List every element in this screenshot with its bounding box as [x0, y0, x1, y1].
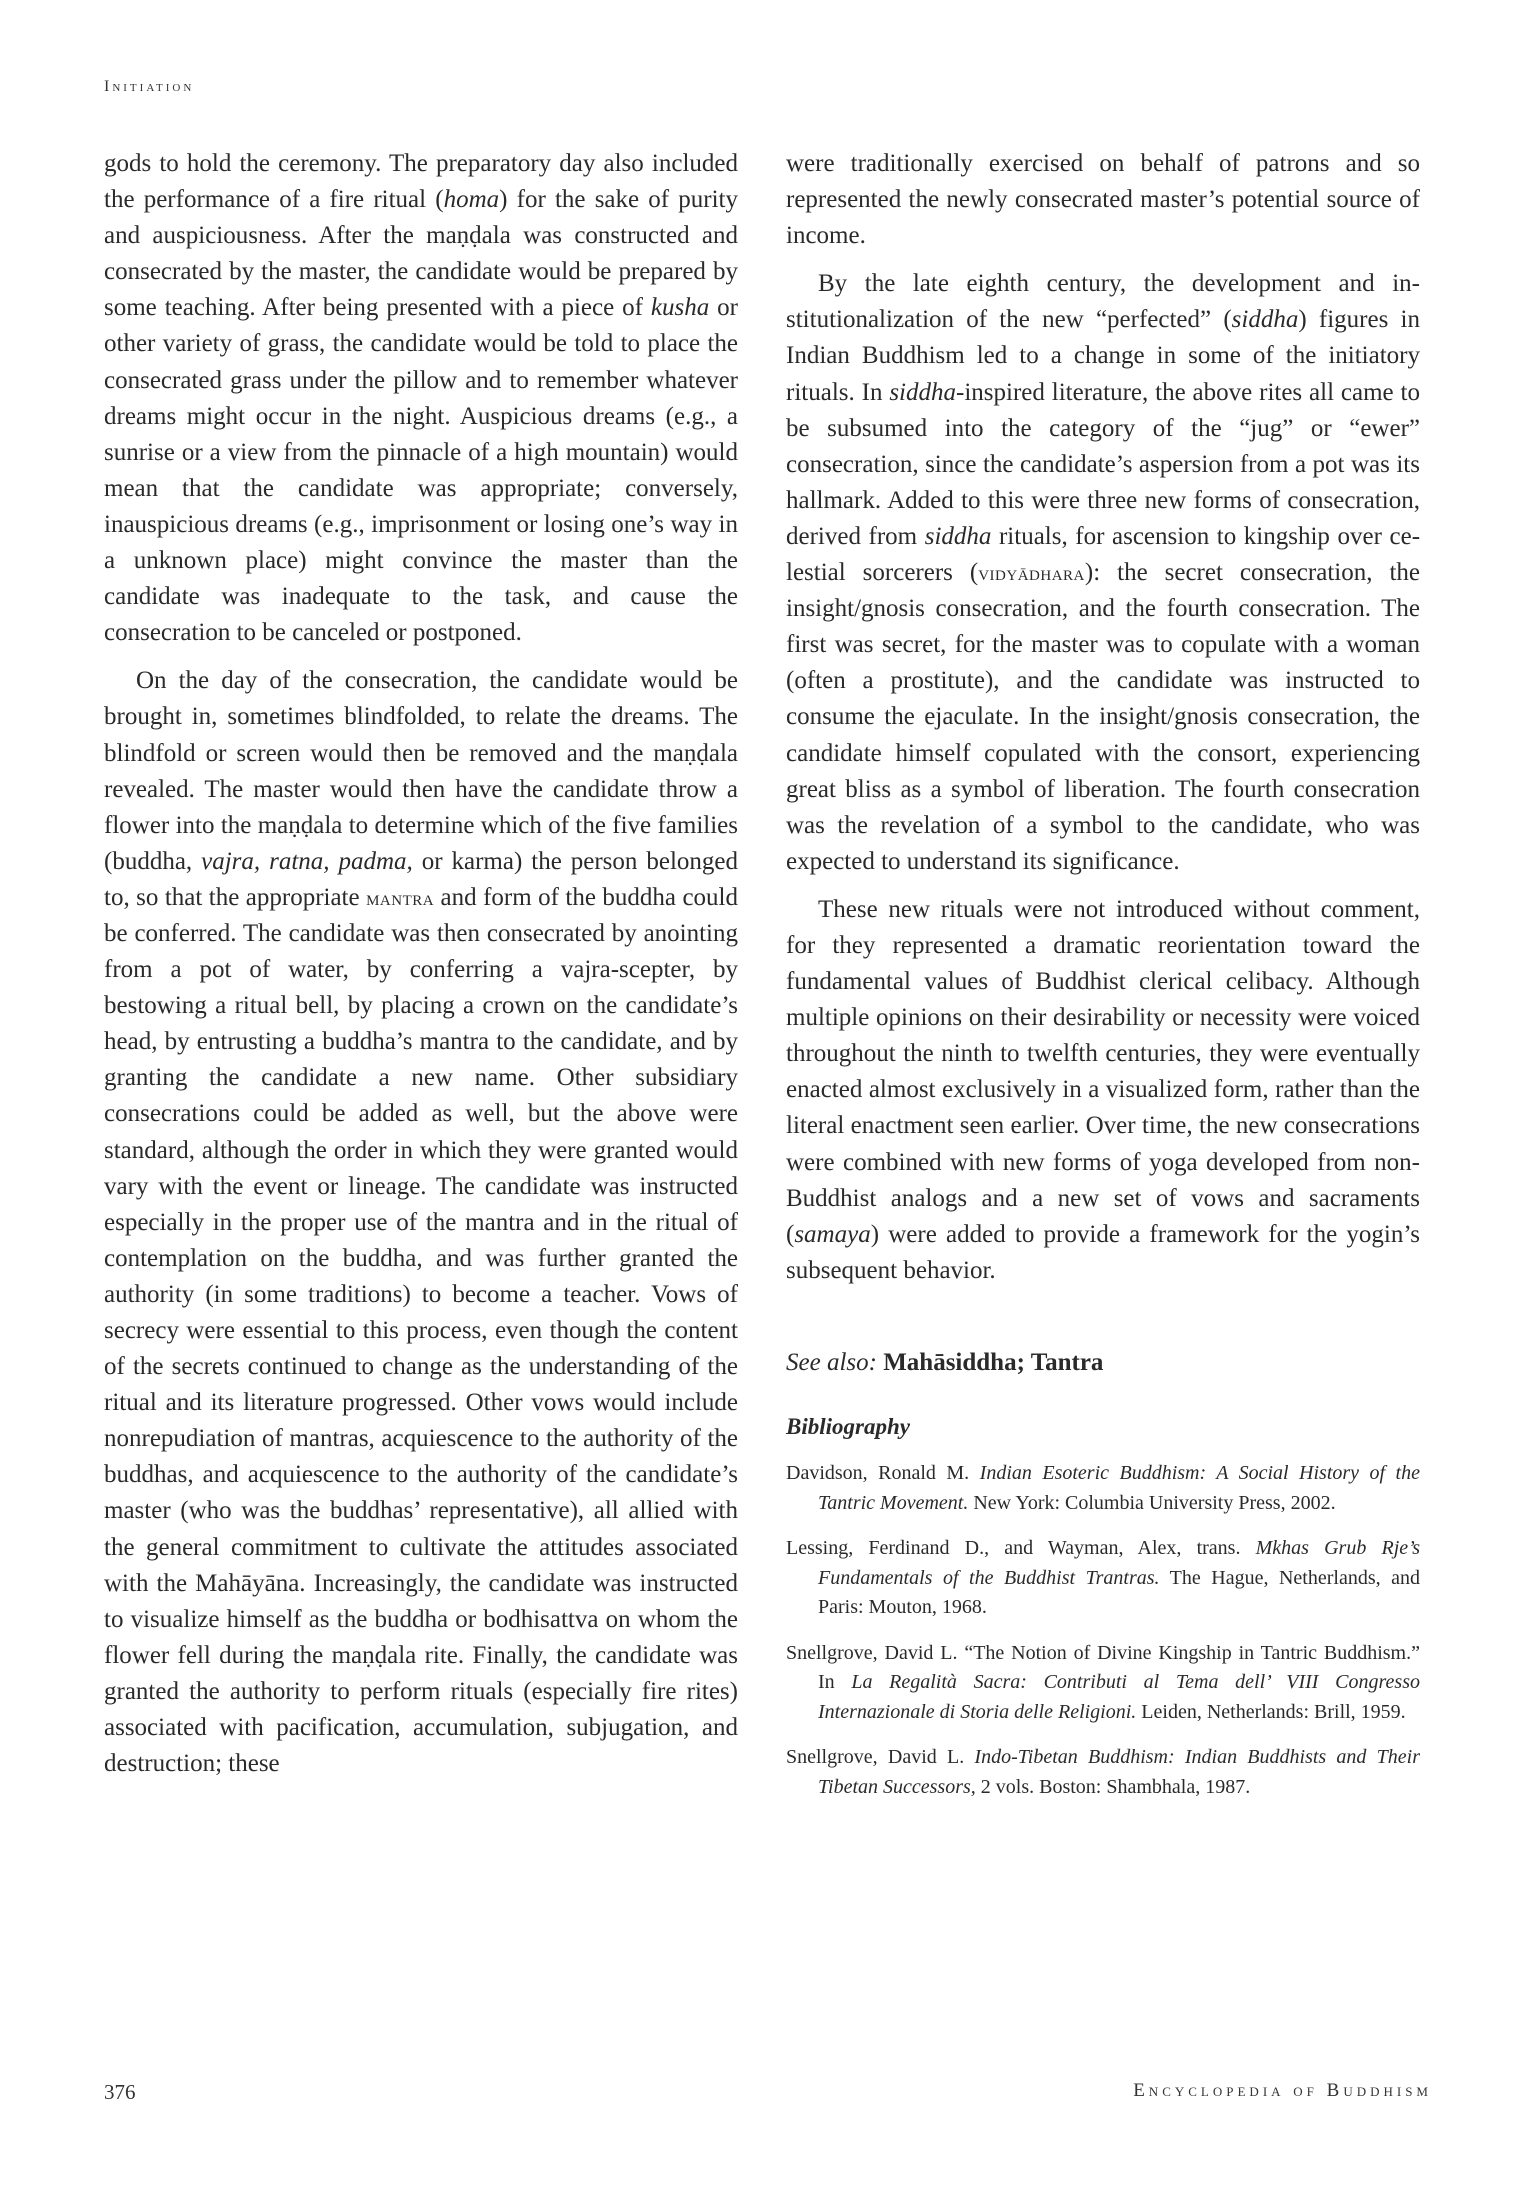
small-caps-text: vidyādhara	[978, 560, 1085, 586]
text-run: ) were added to provide a framework for the yogin’s subsequent behavior.	[786, 1220, 1420, 1284]
page-number: 376	[104, 2080, 136, 2104]
see-also	[786, 1345, 1420, 1381]
text-run: ): the secret consecration, the insight/gnosis consecration, and the fourth consecration. The first was secret, for the master was to copulate with a woman (often a prostitute), and the candidate was instructed to consume the ejaculate. In the insight/gnosis consecration, the candidate himself copulated with the consort, experiencing great bliss as a symbol of liberation. The fourth consecration was the revelation of a symbol to the candidate, who was expected to understand its significance.	[786, 559, 1420, 875]
text-run: Leiden, Netherlands: Brill, 1959.	[1136, 1700, 1406, 1723]
body-paragraph	[104, 663, 738, 1782]
text-run: These new rituals were not introduced without comment, for they represented a dramatic reorientation toward the fundamental values of Buddhist clerical celibacy. Although multiple opinions on their desirability or necessity were voiced throughout the ninth to twelfth centuries, they were eventually enacted almost exclusively in a visualized form, rather than the literal enactment seen earlier. Over time, the new consecrations were combined with new forms of yoga developed from non-Buddhist analogs and a new set of vows and sacraments (	[786, 895, 1420, 1248]
see-also-link-tantra[interactable]: Tantra	[1030, 1348, 1104, 1376]
italic-text: siddha	[924, 522, 992, 550]
italic-text: Mkhas Grub Rje’s Fundamentals of the Buddhist Trantras.	[818, 1537, 1421, 1589]
text-run: -inspired literature, the above rites all came to be subsumed into the category of the “jug” or “ewer” consecration, since the candidate’s aspersion from a pot was its hallmark. Added to this were three new forms of consecration, derived from	[786, 378, 1420, 550]
body-paragraph	[786, 146, 1420, 254]
see-also-separator: ;	[1016, 1348, 1031, 1376]
italic-text: Indo-Tibetan Buddhism: Indian Buddhists and Their Tibetan Successors,	[818, 1746, 1420, 1798]
text-run: Davidson, Ronald M.	[786, 1462, 980, 1485]
text-run: ) for the sake of purity and auspiciousness. After the maṇḍala was constructed and consecrated by the master, the candidate would be prepared by some teaching. After being presented with a piece of	[104, 186, 739, 322]
bibliography-entry	[786, 1743, 1420, 1802]
bibliography-heading: Bibliography	[786, 1414, 910, 1439]
text-run: The Hague, Netherlands, and Paris: Mouton, 1968.	[818, 1566, 1420, 1619]
right-column	[786, 146, 1420, 1818]
text-run: gods to hold the ceremony. The preparatory day also included the performance of a fire ritual (	[104, 150, 738, 214]
bibliography-entry	[786, 1534, 1420, 1623]
text-run: were traditionally exercised on behalf of patrons and so represented the newly consecrated master’s potential source of income.	[786, 150, 1420, 250]
see-also-label: See also:	[786, 1348, 877, 1376]
text-run: or karma) the person belonged to, so that the appropriate	[104, 847, 738, 911]
bibliography-entry	[786, 1459, 1420, 1518]
italic-text: kusha	[650, 294, 710, 322]
text-run: or other variety of grass, the candidate would be told to place the consecrated grass under the pillow and to remember whatever dreams might occur in the night. Auspicious dreams (e.g., a sunrise or a view from the pinnacle of a high mountain) would mean that the candidate was appropriate; conversely, inauspicious dreams (e.g., imprisonment or losing one’s way in a unknown place) might convince the master than the candidate was inadequate to the task, and cause the consecration to be canceled or postponed.	[104, 294, 738, 647]
see-also-link-mahasiddha[interactable]: Mahāsiddha	[883, 1348, 1017, 1376]
italic-text: homa	[443, 186, 500, 214]
small-caps-text: mantra	[366, 884, 435, 910]
text-run: Lessing, Ferdinand D., and Wayman, Alex, trans.	[786, 1537, 1256, 1560]
bibliography-entry	[786, 1639, 1420, 1728]
text-run: and form of the buddha could be conferred. The candidate was then consecrated by anointing from a pot of water, by conferring a vajra-scepter, by bestowing a ritual bell, by placing a crown on the candidate’s head, by entrusting a buddha’s mantra to the candidate, and by granting the candidate a new name. Other subsidiary consecrations could be added as well, but the above were standard, although the order in which they were granted would vary with the event or lineage. The candidate was instructed especially in the proper use of the mantra and in the ritual of contemplation on the buddha, and was further granted the authority (in some traditions) to become a teacher. Vows of secrecy were essential to this process, even though the content of the secrets continued to change as the understanding of the ritual and its literature progressed. Other vows would include nonrepudiation of mantras, acquiescence to the authority of the buddhas, and acquiescence to the authority of the candidate’s master (who was the buddhas’ representative), all allied with the general commitment to cultivate the attitudes associated with the Mahāyāna. Increasingly, the candidate was instructed to visualize himself as the buddha or bodhisattva on whom the flower fell during the maṇḍala rite. Finally, the candidate was granted the authority to perform rituals (especially fire rites) associated with pacification, accumulation, subjugation, and destruction; these	[104, 883, 738, 1778]
body-paragraph	[104, 146, 738, 651]
text-run: On the day of the consecration, the candidate would be brought in, sometimes blindfolded, to relate the dreams. The blindfold or screen would then be removed and the maṇḍala revealed. The master would then have the candidate throw a flower into the maṇḍala to determine which of the five families (buddha,	[104, 667, 738, 875]
italic-text: siddha	[1231, 306, 1299, 334]
italic-text: Indian Esoteric Buddhism: A Social History of the Tantric Movement.	[818, 1462, 1420, 1514]
text-run: rituals, for ascension to kingship over celestial sorcerers (	[786, 522, 1421, 587]
text-run: Snellgrove, David L.	[786, 1746, 975, 1769]
running-head: Initiation	[104, 78, 195, 95]
body-paragraph	[786, 266, 1420, 880]
italic-text: La Regalità Sacra: Contributi al Tema dell’ VIII Congresso Internazionale di Storia delle Religioni.	[818, 1671, 1420, 1723]
text-run: By the late eighth century, the development and institutionalization of the new “perfected” (	[786, 270, 1420, 334]
body-paragraph	[786, 892, 1420, 1289]
text-run: 2 vols. Boston: Shambhala, 1987.	[975, 1775, 1251, 1798]
text-run: New York: Columbia University Press, 2002.	[968, 1491, 1336, 1514]
book-title: Encyclopedia of Buddhism	[1133, 2080, 1432, 2101]
left-column	[104, 146, 738, 1782]
text-run: Snellgrove, David L. “The Notion of Divine Kingship in Tantric Buddhism.” In	[786, 1641, 1420, 1694]
italic-text: vajra, ratna, padma,	[201, 847, 413, 875]
italic-text: samaya	[794, 1220, 871, 1248]
italic-text: siddha	[889, 378, 957, 406]
text-run: ) figures in Indian Buddhism led to a change in some of the initiatory rituals. In	[786, 306, 1420, 406]
